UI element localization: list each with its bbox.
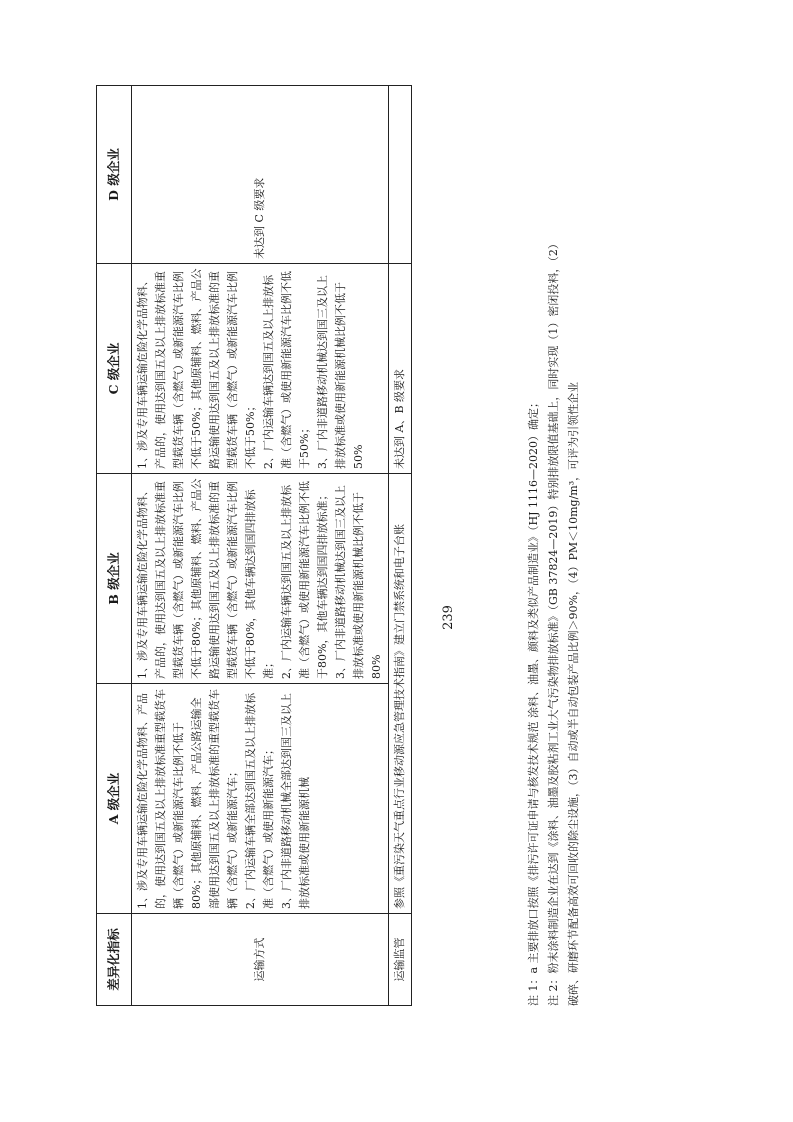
table-row (389, 86, 412, 1006)
header-indicator: 差异化指标 (97, 914, 132, 1006)
cell-grade-a (132, 684, 389, 914)
grade-b-item: 3、厂内非道路移动机械达到国三及以上排放标准或使用新能源机械比例不低于80% (334, 485, 383, 679)
grade-a-item: 3、厂内非道路移动机械全部达到国三及以上排放标准或使用新能源机械 (280, 693, 311, 909)
grade-b-item: 2、厂内运输车辆达到国五及以上排放标准（含燃气）或使用新能源汽车比例不低于80%，其他车辆达到国四排放标准； (280, 481, 329, 679)
cell-grade-c (132, 264, 389, 474)
note-2-continued: 破碎、研磨环节配备高效可回收的除尘设施，（3）自动或半自动包装产品比例＞90%，（4）PM＜10mg/m³，可评为引领性企业 (567, 381, 580, 1006)
grade-b-item: 1、涉及专用车辆运输危险化学品物料、产品的，使用达到国五及以上排放标准重型载货车辆（含燃气）或新能源汽车比例不低于80%；其他原辅料、燃料、产品公路运输使用达到国五及以上排放标准的重型载货车辆（含燃气）或新能源汽车比例不低于80%，其他车辆达到国四排放标准； (136, 478, 275, 679)
grade-a-item: 2、厂内运输车辆全部达到国五及以上排放标准（含燃气）或使用新能源汽车； (244, 693, 275, 909)
row-label-transport-mode: 运输方式 (132, 914, 389, 1006)
cell-grade-ab-supervision: 参照《重污染天气重点行业移动源应急管理技术指南》建立门禁系统和电子台账 (389, 474, 412, 914)
cell-grade-b (132, 474, 389, 684)
table-header-row (97, 86, 132, 1006)
header-grade-c: C 级企业 (97, 264, 132, 474)
grade-c-item: 3、厂内非道路移动机械达到国三及以上排放标准或使用新能源机械比例不低于50% (316, 275, 365, 469)
header-grade-a: A 级企业 (97, 684, 132, 914)
cell-grade-c-supervision: 未达到 A、B 级要求 (389, 264, 412, 474)
rotated-content (96, 86, 580, 1006)
grade-c-item: 2、厂内运输车辆达到国五及以上排放标准（含燃气）或使用新能源汽车比例不低于50%； (262, 271, 311, 469)
differentiation-table (96, 85, 412, 1006)
table-notes (524, 86, 584, 1006)
grade-c-item: 1、涉及专用车辆运输危险化学品物料、产品的，使用达到国五及以上排放标准重型载货车辆（含燃气）或新能源汽车比例不低于50%；其他原辅料、燃料、产品公路运输使用达到国五及以上排放标准的重型载货车辆（含燃气）或新能源汽车比例不低于50%； (136, 268, 257, 469)
row-label-transport-supervision: 运输监管 (389, 914, 412, 1006)
grade-a-item: 1、涉及专用车辆运输危险化学品物料、产品的，使用达到国五及以上排放标准重型载货车辆（含燃气）或新能源汽车比例不低于80%；其他原辅料、燃料、产品公路运输全部使用达到国五及以上排放标准的重型载货车辆（含燃气）或新能源汽车； (136, 689, 239, 909)
cell-grade-d-supervision (389, 86, 412, 264)
note-2: 注 2：粉末涂料制造企业在达到《涂料、油墨及胶粘剂工业大气污染物排放标准》（GB 37824—2019）特别排放限值基础上，同时实现（1）密闭投料，（2） (547, 238, 560, 1006)
header-grade-b: B 级企业 (97, 474, 132, 684)
note-1: 注 1：a 主要排放口按照《排污许可证申请与核发技术规范 涂料、油墨、颜料及类似产品制造业》（HJ 1116—2020）确定； (527, 396, 540, 1006)
header-grade-d: D 级企业 (97, 86, 132, 264)
table-row (132, 86, 389, 1006)
cell-grade-d: 未达到 C 级要求 (132, 86, 389, 264)
page-number: 239 (440, 605, 456, 630)
